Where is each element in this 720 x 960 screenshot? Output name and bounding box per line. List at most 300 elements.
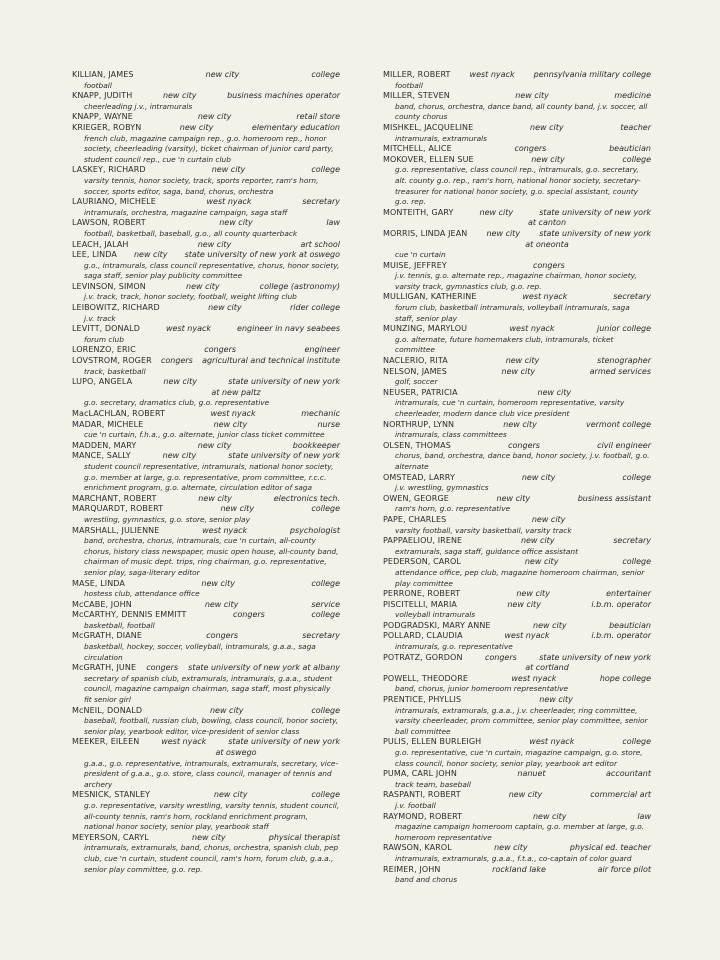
future-plan: college: [311, 504, 340, 514]
future-plan: bookkeeper: [292, 440, 340, 450]
hometown: new city: [163, 377, 197, 387]
future-plan: i.b.m. operator: [591, 631, 651, 641]
future-plan: state university of new york at oswego: [184, 250, 340, 260]
hometown: west nyack: [522, 292, 568, 302]
student-name: MUISE, JEFFREY: [383, 260, 447, 270]
student-name: MORRIS, LINDA JEAN: [383, 228, 468, 238]
student-name: PERRONE, ROBERT: [383, 589, 461, 599]
student-name: McCABE, JOHN: [72, 599, 132, 609]
activities-list: g.o. alternate, future homemakers club, intramurals, ticket committee: [395, 334, 614, 355]
entry-header-line: [383, 589, 651, 600]
future-plan: armed services: [589, 366, 651, 376]
student-name: POLLARD, CLAUDIA: [383, 631, 463, 641]
hometown: congers: [161, 356, 193, 366]
hometown: new city: [516, 589, 550, 599]
student-entry: [72, 165, 340, 197]
student-name: MANCE, SALLY: [72, 451, 131, 461]
student-name: NACLERIO, RITA: [383, 356, 448, 366]
entry-header-line: [72, 494, 340, 505]
future-plan: engineer in navy seabees: [237, 324, 340, 334]
student-name: NEUSER, PATRICIA: [383, 387, 458, 397]
entry-header-line: [383, 536, 651, 547]
student-name: RASPANTI, ROBERT: [383, 790, 461, 800]
student-name: MADAR, MICHELE: [72, 419, 144, 429]
entry-header-line: [72, 579, 340, 590]
future-plan: state university of new york: [228, 377, 340, 387]
student-entry: [72, 631, 340, 663]
activities-list: basketball, football: [84, 620, 155, 630]
hometown: new city: [211, 165, 246, 175]
future-plan: college: [622, 472, 651, 482]
entry-header-line: [383, 515, 651, 526]
student-name: KILLIAN, JAMES: [72, 70, 134, 79]
student-entry: [72, 494, 340, 505]
activities-list: extramurals, saga staff, guidance office assistant: [395, 546, 579, 556]
student-name: McNEIL, DONALD: [72, 705, 143, 715]
future-plan: college (astronomy): [259, 281, 340, 291]
student-name: POTRATZ, GORDON: [383, 652, 463, 662]
student-entry: [72, 579, 340, 600]
hometown: congers: [514, 144, 547, 154]
student-name: OWEN, GEORGE: [383, 493, 449, 503]
student-entry: [72, 451, 340, 493]
student-name: PUMA, CARL JOHN: [383, 769, 457, 779]
future-plan: vermont college: [585, 419, 651, 429]
hometown: new city: [507, 599, 541, 609]
future-plan-continued: at canton: [527, 218, 567, 228]
hometown: new city: [197, 112, 232, 122]
future-plan: rider college: [289, 303, 340, 313]
entry-header-line: [383, 653, 651, 664]
student-entry: [383, 536, 651, 557]
student-entry: [72, 737, 340, 790]
activities-list: g.o. representative, cue 'n curtain, magazine campaign, g.o. store, class council, honor society, senior play, yearbook art editor: [395, 748, 643, 768]
student-name: PEDERSON, CAROL: [383, 557, 461, 567]
hometown: new city: [532, 811, 567, 821]
activities-list: j.v. track: [84, 313, 116, 323]
activities-list: varsity football, varsity basketball, varsity track: [395, 525, 572, 535]
activities-list: volleyball intramurals: [395, 610, 476, 620]
student-name: LEIBOWITZ, RICHARD: [72, 303, 160, 313]
student-name: MARCHANT, ROBERT: [72, 493, 157, 503]
hometown: new city: [219, 218, 253, 228]
student-name: MADDEN, MARY: [72, 440, 137, 450]
student-name: LOVSTROM, ROGER: [72, 356, 152, 366]
student-entry: [383, 229, 651, 261]
student-entry: [72, 282, 340, 303]
entry-header-line: [383, 356, 651, 367]
hometown: congers: [146, 663, 179, 673]
hometown: west nyack: [509, 324, 555, 334]
hometown: west nyack: [210, 409, 256, 418]
hometown: new city: [192, 832, 226, 842]
student-name: MASE, LINDA: [72, 578, 125, 588]
student-entry: [383, 144, 651, 155]
activities-list: cue 'n curtain: [395, 250, 446, 260]
entry-header-line: [383, 208, 651, 219]
entry-header-line: [72, 504, 340, 515]
student-name: KRIEGER, ROBYN: [72, 122, 142, 132]
student-name: PISCITELLI, MARIA: [383, 599, 457, 609]
student-name: McGRATH, JUNE: [72, 663, 137, 673]
activities-list: cue 'n curtain, f.h.a., g.o. alternate, junior class ticket committee: [84, 430, 325, 440]
hometown: congers: [204, 345, 237, 355]
future-plan: teacher: [620, 122, 651, 132]
activities-list: secretary of spanish club, extramurals, intramurals, g.a.a., student council, magazine campaign chairman, saga staff, most physically fit senior girl: [84, 673, 333, 705]
entry-header-line: [383, 600, 651, 611]
hometown: new city: [186, 281, 220, 291]
student-name: PRENTICE, PHYLLIS: [383, 695, 462, 705]
hometown: new city: [198, 493, 232, 503]
student-entry: [383, 695, 651, 737]
student-entry: [383, 589, 651, 600]
student-entry: [72, 218, 340, 239]
future-plan: business machines operator: [227, 91, 340, 101]
student-entry: [383, 557, 651, 589]
future-plan: state university of new york: [228, 737, 340, 747]
student-entry: [72, 250, 340, 282]
hometown: new city: [201, 578, 235, 588]
student-name: OLSEN, THOMAS: [383, 440, 451, 450]
future-plan-continued: at oswego: [215, 748, 257, 757]
student-name: MITCHELL, ALICE: [383, 144, 452, 154]
activities-list: student council representative, intramurals, national honor society, g.o. member at large, g.o. representative, prom committee, r.c.c. enrichment program, g.o. alternate, circulation editor of saga: [84, 461, 334, 493]
activities-list: g.o. representative, varsity wrestling, varsity tennis, student council, all-county tennis, ram's horn, rockland enrichment program, national honor society, senior play, yearbook staff: [84, 800, 340, 832]
student-name: PULIS, ELLEN BURLEIGH: [383, 737, 482, 747]
entry-header-line: [383, 557, 651, 568]
activities-list: j.v. track, track, honor society, football, weight lifting club: [84, 292, 297, 302]
future-plan: secretary: [613, 292, 651, 302]
student-name: MEYERSON, CARYL: [72, 832, 149, 842]
entry-header-line: [72, 706, 340, 717]
activities-list: wrestling, gymnastics, g.o. store, senior play: [84, 514, 250, 524]
future-plan: college: [311, 705, 340, 715]
hometown: new city: [179, 122, 214, 132]
entry-header-line: [72, 345, 340, 356]
activities-list: football: [84, 80, 112, 90]
student-name: LEACH, JALAH: [72, 239, 129, 249]
hometown: new city: [537, 387, 572, 397]
activities-list: j.v. wrestling, gymnastics: [395, 483, 489, 493]
activities-list: chorus, band, orchestra, dance band, honor society, j.v. football, g.o. alternate: [395, 451, 650, 471]
student-entry: [383, 292, 651, 324]
activities-list: band, chorus, orchestra, dance band, all county band, j.v. soccer, all county chorus: [395, 101, 648, 122]
student-name: MESNICK, STANLEY: [72, 790, 151, 800]
student-name: KNAPP, JUDITH: [72, 91, 133, 101]
hometown: new city: [496, 493, 531, 503]
student-entry: [383, 70, 651, 91]
future-plan: electronics tech.: [273, 493, 340, 503]
hometown: new city: [133, 250, 168, 260]
hometown: new city: [530, 122, 564, 132]
hometown: west nyack: [165, 324, 212, 334]
student-entry: [72, 706, 340, 738]
hometown: congers: [233, 610, 265, 620]
student-name: NORTHRUP, LYNN: [383, 419, 455, 429]
future-plan: college: [311, 70, 340, 79]
entry-header-line: [72, 377, 340, 388]
activities-list: football, basketball, baseball, g.o., all county quarterback: [84, 228, 298, 238]
student-entry: [383, 91, 651, 123]
student-entry: [72, 91, 340, 112]
future-plan: state university of new york: [228, 451, 340, 461]
entry-header-line: [383, 367, 651, 378]
future-plan: business assistant: [577, 493, 651, 503]
entry-header-line: [72, 790, 340, 801]
hometown: new city: [162, 91, 197, 101]
activities-list: golf, soccer: [395, 377, 438, 387]
future-plan: college: [622, 557, 651, 567]
student-entry: [72, 356, 340, 377]
future-plan: engineer: [304, 345, 340, 355]
entry-header-line: [72, 123, 340, 134]
entry-header-line: [72, 631, 340, 642]
activities-list: intramurals, extramurals, g.a.a., j.v. cheerleader, ring committee, varsity cheerleader, prom committee, senior play committee, senior ball committee: [395, 705, 648, 736]
future-plan: secretary: [302, 631, 340, 641]
entry-header-line: [72, 303, 340, 314]
entry-header-line: [383, 420, 651, 431]
hometown: west nyack: [529, 737, 575, 747]
hometown: new city: [197, 440, 232, 450]
hometown: new city: [486, 228, 521, 238]
future-plan: beautician: [609, 620, 651, 630]
student-name: McGRATH, DIANE: [72, 631, 143, 641]
student-entry: [72, 303, 340, 324]
student-entry: [383, 600, 651, 621]
student-name: MILLER, STEVEN: [383, 91, 450, 101]
future-plan: accountant: [606, 769, 651, 779]
hometown: congers: [508, 440, 540, 450]
student-name: OMSTEAD, LARRY: [383, 472, 455, 482]
entry-header-line: [383, 812, 651, 823]
activities-list: forum club: [84, 334, 124, 344]
entry-header-line: [72, 240, 340, 251]
student-entry: [383, 441, 651, 473]
entry-header-line: [72, 526, 340, 537]
hometown: new city: [213, 790, 248, 800]
entry-header-line: [383, 324, 651, 335]
entry-header-line: [72, 451, 340, 462]
activities-list: intramurals, extramurals: [395, 133, 487, 143]
entry-header-line: [383, 737, 651, 748]
hometown: new city: [197, 239, 232, 249]
activities-list: g.o., intramurals, class council representative, chorus, honor society, saga staff, senior play publicity committee: [84, 260, 340, 281]
hometown: congers: [533, 260, 565, 270]
student-entry: [383, 356, 651, 367]
future-plan-continued: at oneonta: [525, 239, 569, 249]
student-entry: [383, 155, 651, 208]
hometown: west nyack: [202, 525, 248, 535]
entry-header-line: [72, 70, 340, 81]
student-name: KNAPP, WAYNE: [72, 112, 133, 122]
entry-header-line: [383, 621, 651, 632]
student-entry: [383, 261, 651, 293]
activities-list: ram's horn, g.o. representative: [395, 504, 511, 514]
student-name: LORENZO, ERIC: [72, 345, 136, 355]
hometown: new city: [520, 536, 555, 546]
entry-header-line: [72, 91, 340, 102]
hometown: new city: [533, 620, 567, 630]
entry-header-line: [72, 833, 340, 844]
student-name: MARQUARDT, ROBERT: [72, 504, 164, 514]
future-plan: psychologist: [289, 525, 340, 535]
student-name: LUPO, ANGELA: [72, 377, 133, 387]
hometown: congers: [484, 652, 517, 662]
activities-list: band and chorus: [395, 875, 458, 885]
hometown: west nyack: [206, 197, 252, 207]
student-entry: [72, 526, 340, 579]
student-entry: [72, 504, 340, 525]
entry-header-line: [383, 441, 651, 452]
right-column: [383, 70, 651, 886]
student-name: MULLIGAN, KATHERINE: [383, 292, 477, 302]
hometown: new city: [503, 419, 537, 429]
student-entry: [383, 790, 651, 811]
student-entry: [383, 123, 651, 144]
hometown: new city: [524, 557, 559, 567]
entry-header-line: [72, 165, 340, 176]
student-entry: [72, 409, 340, 420]
entry-header-line: [383, 631, 651, 642]
hometown: new city: [494, 843, 528, 853]
entry-header-line: [383, 494, 651, 505]
entry-header-line: [383, 865, 651, 876]
activities-list: intramurals, g.o. representative: [395, 642, 513, 652]
student-entry: [72, 610, 340, 631]
student-entry: [383, 843, 651, 864]
hometown: congers: [206, 631, 239, 641]
future-plan: commercial art: [590, 790, 651, 800]
student-entry: [383, 473, 651, 494]
student-entry: [72, 197, 340, 218]
activities-list: intramurals, cue 'n curtain, homeroom representative, varsity cheerleader, modern dance club vice president: [395, 398, 625, 418]
student-entry: [383, 631, 651, 652]
entry-header-line: [72, 420, 340, 431]
entry-header-line: [383, 843, 651, 854]
student-entry: [72, 324, 340, 345]
entry-header-line: [383, 473, 651, 484]
future-plan: medicine: [614, 91, 651, 101]
future-plan: art school: [300, 239, 340, 249]
hometown: new city: [162, 451, 197, 461]
activities-list: varsity tennis, honor society, track, sports reporter, ram's horn, soccer, sports editor, saga, band, chorus, orchestra: [84, 175, 319, 196]
entry-header-line: [383, 123, 651, 134]
entry-header-line: [72, 282, 340, 293]
hometown: new city: [531, 154, 565, 164]
future-plan: secretary: [613, 536, 651, 546]
entry-header-line: [383, 229, 651, 240]
student-entry: [72, 377, 340, 409]
student-name: PAPE, CHARLES: [383, 514, 447, 524]
student-name: NELSON, JAMES: [383, 366, 447, 376]
student-entry: [383, 367, 651, 388]
future-plan: junior college: [597, 324, 651, 334]
future-plan: secretary: [302, 197, 340, 207]
activities-list: baseball, football, russian club, bowling, class council, honor society, senior play, yearbook editor, vice-president of senior class: [84, 716, 339, 736]
future-plan-continued: at cortland: [525, 663, 569, 673]
entry-header-line: [383, 695, 651, 706]
future-plan: state university of new york: [539, 652, 651, 662]
student-name: MUNZING, MARYLOU: [383, 324, 468, 334]
student-entry: [72, 70, 340, 91]
future-plan: pennsylvania military college: [533, 70, 651, 79]
student-entry: [383, 494, 651, 515]
student-entry: [383, 674, 651, 695]
student-entry: [383, 769, 651, 790]
student-entry: [72, 833, 340, 875]
entry-header-line: [383, 261, 651, 272]
student-entry: [383, 737, 651, 769]
student-name: LEE, LINDA: [72, 250, 117, 260]
entry-header-line: [383, 70, 651, 81]
hometown: west nyack: [161, 737, 207, 747]
entry-header-line: [72, 663, 340, 674]
entry-header-line: [72, 409, 340, 420]
student-entry: [72, 441, 340, 452]
activities-list: intramurals, extramurals, g.a.a., f.t.a., co-captain of color guard: [395, 853, 632, 863]
activities-list: track, basketball: [84, 366, 146, 376]
student-name: MONTEITH, GARY: [383, 207, 454, 217]
activities-list: g.o. secretary, dramatics club, g.o. representative: [84, 398, 270, 408]
future-plan: civil engineer: [597, 440, 651, 450]
entry-header-line: [383, 674, 651, 685]
student-name: MILLER, ROBERT: [383, 70, 451, 79]
student-name: LASKEY, RICHARD: [72, 165, 146, 175]
activities-list: g.a.a., g.o. representative, intramurals, extramurals, secretary, vice-president of g.a.a., g.o. store, class council, manager of tennis and archery: [84, 758, 339, 789]
student-name: POWELL, THEODORE: [383, 673, 469, 683]
entry-header-line: [72, 737, 340, 748]
student-name: MISHKEL, JACQUELINE: [383, 122, 474, 132]
activities-list: hostess club, attendance office: [84, 589, 200, 599]
future-plan: college: [311, 578, 340, 588]
future-plan: state university of new york: [539, 228, 651, 238]
student-entry: [383, 621, 651, 632]
student-entry: [72, 345, 340, 356]
activities-list: cheerleading j.v., intramurals: [84, 101, 193, 111]
student-name: MOKOVER, ELLEN SUE: [383, 154, 474, 164]
entry-header-line: [72, 324, 340, 335]
future-plan: elementary education: [251, 122, 340, 132]
activities-list: football: [395, 80, 423, 90]
future-plan: college: [311, 610, 340, 620]
entry-header-line: [72, 197, 340, 208]
student-name: PAPPAELIOU, IRENE: [383, 536, 463, 546]
hometown: new city: [204, 599, 239, 609]
student-entry: [383, 420, 651, 441]
entry-header-line: [72, 441, 340, 452]
student-entry: [72, 790, 340, 832]
hometown: west nyack: [511, 673, 557, 683]
future-plan: college: [622, 737, 651, 747]
future-plan: air force pilot: [597, 864, 651, 874]
student-name: McCARTHY, DENNIS EMMITT: [72, 610, 187, 620]
entry-header-line: [72, 600, 340, 611]
future-plan: state university of new york: [539, 207, 651, 217]
future-plan: law: [326, 218, 340, 228]
activities-list: track team, baseball: [395, 779, 471, 789]
hometown: new city: [208, 303, 242, 313]
future-plan-continued: at new paltz: [211, 387, 261, 397]
future-plan: college: [311, 165, 340, 175]
entry-header-line: [383, 91, 651, 102]
student-name: LAURIANO, MICHELE: [72, 197, 156, 207]
future-plan: nurse: [317, 419, 340, 429]
activities-list: french club, magazine campaign rep., g.o. homeroom rep., honor society, cheerleading (varsity), ticket chairman of junior card party, student council rep., cue 'n curtain club: [84, 133, 334, 164]
student-entry: [383, 388, 651, 420]
future-plan: service: [311, 599, 340, 609]
future-plan: college: [622, 154, 651, 164]
student-entry: [383, 812, 651, 844]
